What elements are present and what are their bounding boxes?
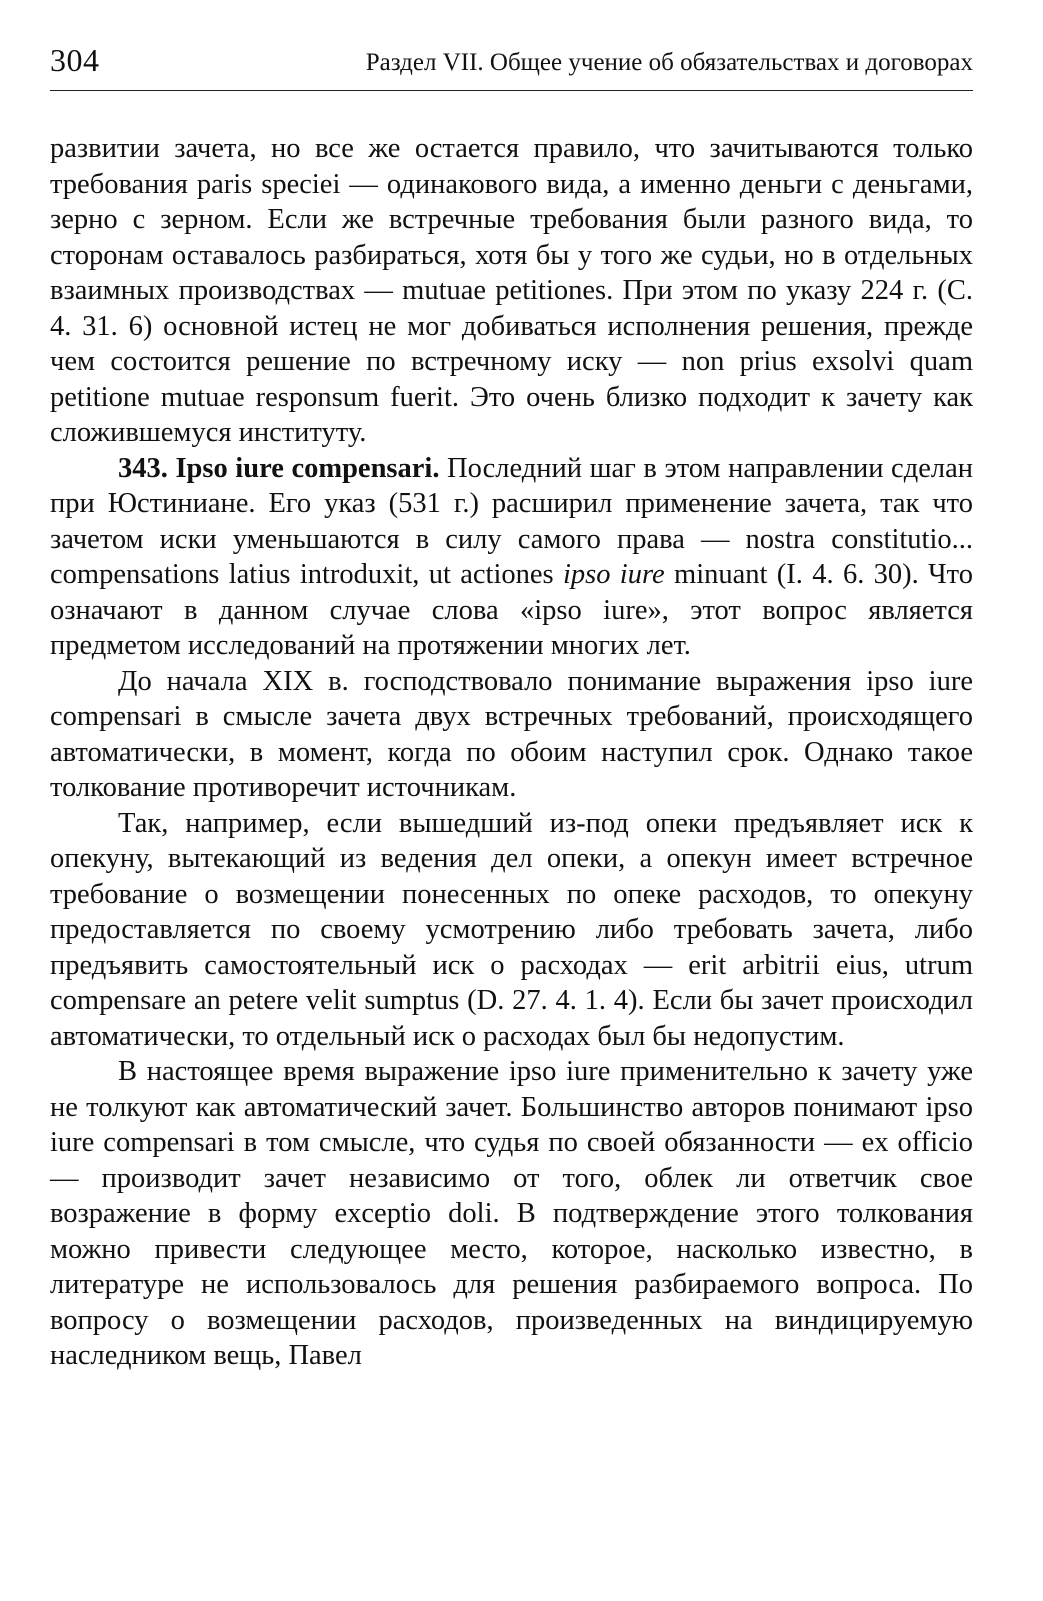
- paragraph-1: развитии зачета, но все же остается правило, что зачитываются только требования paris speciei — одинакового вида, а именно деньги с деньгами, зерно с зерном. Если же встречные требования были разного вида, то сторонам оставалось разбираться, хотя бы у того же судьи, но в отдельных взаимных производствах — mutuae petitiones. При этом по указу 224 г. (С. 4. 31. 6) основной истец не мог добиваться исполнения решения, прежде чем состоится решение по встречному иску — non prius exsolvi quam petitione mutuae responsum fuerit. Это очень близко подходит к зачету как сложившемуся институту.: [50, 133, 973, 448]
- running-header: [50, 34, 973, 91]
- running-title: Раздел VII. Общее учение об обязательствах и договорах: [365, 49, 973, 76]
- body-text: [50, 131, 973, 1374]
- paragraph-3: До начала XIX в. господствовало понимание выражения ipso iure compensari в смысле зачета двух встречных требований, происходящего автоматически, в момент, когда по обоим наступил срок. Однако такое толкование противоречит источникам.: [50, 665, 973, 803]
- paragraph-2-italic-term: ipso iure: [562, 559, 665, 590]
- paragraph-4: Так, например, если вышедший из-под опеки предъявляет иск к опекуну, вытекающий из ведения дел опеки, а опекун имеет встречное требование о возмещении понесенных по опеке расходов, то опекуну предоставляется по своему усмотрению либо требовать зачета, либо предъявить самостоятельный иск о расходах — erit arbitrii eius, utrum compensare an petere velit sumptus (D. 27. 4. 1. 4). Если бы зачет происходил автоматически, то отдельный иск о расходах был бы недопустим.: [50, 807, 973, 1052]
- page-number: 304: [50, 42, 100, 78]
- paragraph-2-text-a: Последний шаг в этом направлении сделан при Юстиниане. Его указ (531 г.) расширил применение зачета, так что зачетом иски уменьшаются в силу самого права — nostra constitutio... compensations latius introduxit, ut actiones: [50, 452, 973, 590]
- paragraph-5: В настоящее время выражение ipso iure применительно к зачету уже не толкуют как автоматический зачет. Большинство авторов понимают ipso iure compensari в том смысле, что судья по своей обязанности — ex officio — производит зачет независимо от того, облек ли ответчик свое возражение в форму exceptio doli. В подтверждение этого толкования можно привести следующее место, которое, насколько известно, в литературе не использовалось для решения разбираемого вопроса. По вопросу о возмещении расходов, произведенных на виндицируемую наследником вещь, Павел: [50, 1056, 973, 1371]
- section-heading: 343. Ipso iure compensari.: [118, 452, 440, 484]
- book-page: [50, 34, 973, 1574]
- paragraph-2-text-b: minuant (I. 4. 6. 30). Что означают в данном случае слова «ipso iure», этот вопрос является предметом исследований на протяжении многих лет.: [50, 559, 973, 661]
- paragraph-2: [50, 451, 973, 664]
